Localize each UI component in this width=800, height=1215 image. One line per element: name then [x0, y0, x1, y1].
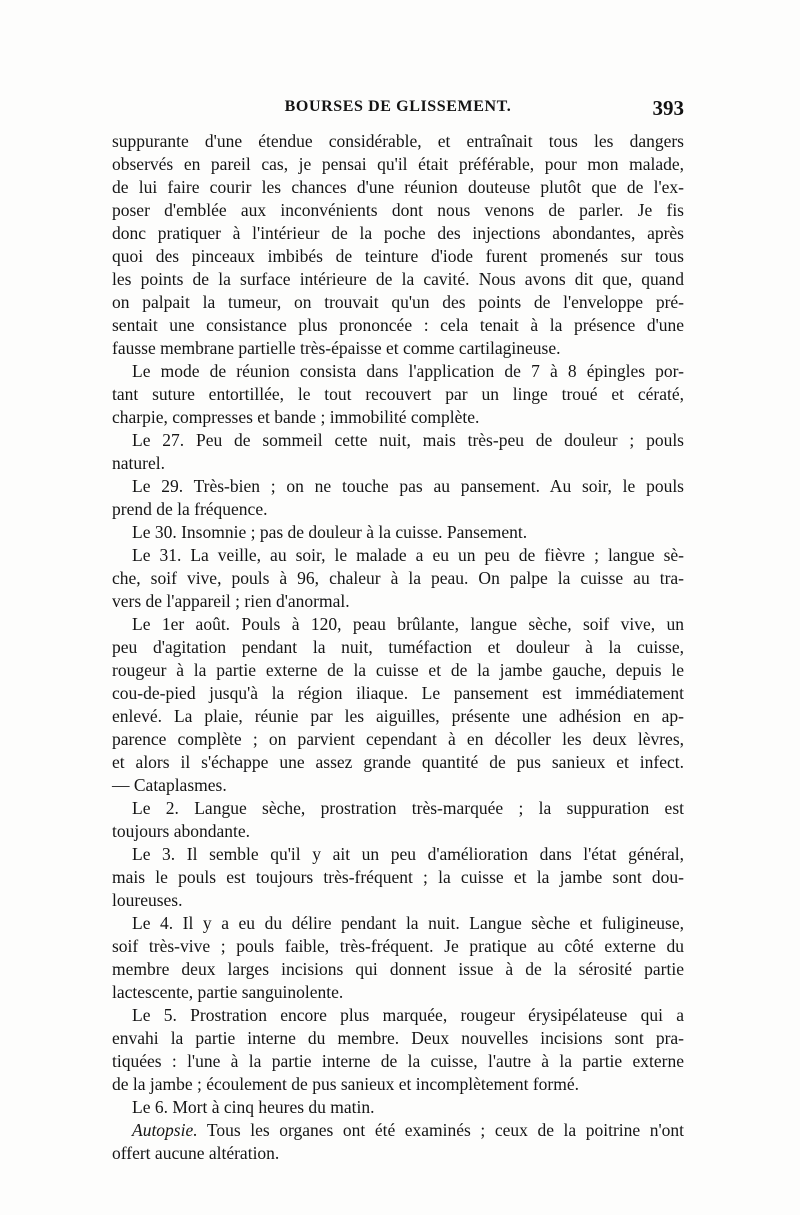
line-text: quoi des pinceaux imbibés de teinture d'iode furent promenés sur tous [112, 246, 684, 266]
line-text: lactescente, partie sanguinolente. [112, 982, 344, 1002]
text-line [112, 222, 684, 245]
text-line [112, 659, 684, 682]
text-line [112, 153, 684, 176]
text-line [112, 475, 684, 498]
line-text: mais le pouls est toujours très-fréquent ; la cuisse et la jambe sont dou- [112, 867, 684, 887]
line-text: poser d'emblée aux inconvénients dont nous venons de parler. Je fis [112, 200, 684, 220]
line-text: rougeur à la partie externe de la cuisse et de la jambe gauche, depuis le [112, 660, 684, 680]
line-text: tant suture entortillée, le tout recouvert par un linge troué et cératé, [112, 384, 684, 404]
line-text: enlevé. La plaie, réunie par les aiguilles, présente une adhésion en ap- [112, 706, 684, 726]
line-text: Le 27. Peu de sommeil cette nuit, mais très-peu de douleur ; pouls [132, 430, 684, 450]
line-text: les points de la surface intérieure de la cavité. Nous avons dit que, quand [112, 269, 684, 289]
text-line [112, 567, 684, 590]
line-text: fausse membrane partielle très-épaisse et comme cartilagineuse. [112, 338, 561, 358]
line-text: vers de l'appareil ; rien d'anormal. [112, 591, 350, 611]
running-head [112, 96, 684, 126]
text-line [112, 774, 684, 797]
line-text: Le mode de réunion consista dans l'application de 7 à 8 épingles por- [132, 361, 684, 381]
text-line [112, 843, 684, 866]
text-line [112, 1119, 684, 1142]
text-line [112, 958, 684, 981]
text-line [112, 1096, 684, 1119]
text-line [112, 314, 684, 337]
line-text: Le 5. Prostration encore plus marquée, rougeur érysipélateuse qui a [132, 1005, 684, 1025]
line-text: loureuses. [112, 890, 183, 910]
text-line [112, 590, 684, 613]
line-text: cou-de-pied jusqu'à la région iliaque. Le pansement est immédiatement [112, 683, 684, 703]
line-text: Le 4. Il y a eu du délire pendant la nuit. Langue sèche et fuligineuse, [132, 913, 684, 933]
line-text: naturel. [112, 453, 165, 473]
text-line [112, 268, 684, 291]
text-line [112, 636, 684, 659]
text-line [112, 429, 684, 452]
text-line [112, 383, 684, 406]
line-text: Le 31. La veille, au soir, le malade a eu un peu de fièvre ; langue sè- [132, 545, 684, 565]
line-text: sentait une consistance plus prononcée : cela tenait à la présence d'une [112, 315, 684, 335]
text-line [112, 935, 684, 958]
line-text: offert aucune altération. [112, 1143, 280, 1163]
text-line [112, 176, 684, 199]
line-text: de lui faire courir les chances d'une réunion douteuse plutôt que de l'ex- [112, 177, 684, 197]
text-line [112, 866, 684, 889]
line-text: Le 2. Langue sèche, prostration très-marquée ; la suppuration est [132, 798, 684, 818]
text-line [112, 797, 684, 820]
text-line [112, 820, 684, 843]
line-text: et alors il s'échappe une assez grande quantité de pus sanieux et infect. [112, 752, 684, 772]
text-line [112, 912, 684, 935]
line-text: de la jambe ; écoulement de pus sanieux et incomplètement formé. [112, 1074, 579, 1094]
line-text: donc pratiquer à l'intérieur de la poche des injections abondantes, après [112, 223, 684, 243]
line-text: — Cataplasmes. [112, 775, 227, 795]
text-line [112, 751, 684, 774]
running-title: BOURSES DE GLISSEMENT. [284, 98, 512, 115]
line-text: suppurante d'une étendue considérable, et entraînait tous les dangers [112, 131, 684, 151]
text-line [112, 1027, 684, 1050]
line-text: charpie, compresses et bande ; immobilité complète. [112, 407, 480, 427]
section-label: Autopsie. [132, 1120, 198, 1140]
text-line [112, 498, 684, 521]
text-line [112, 981, 684, 1004]
text-line [112, 360, 684, 383]
text-line [112, 406, 684, 429]
text-line [112, 728, 684, 751]
line-text: prend de la fréquence. [112, 499, 268, 519]
text-line [112, 291, 684, 314]
text-line [112, 705, 684, 728]
line-text: observés en pareil cas, je pensai qu'il était préférable, pour mon malade, [112, 154, 684, 174]
text-line [112, 452, 684, 475]
line-text: che, soif vive, pouls à 96, chaleur à la peau. On palpe la cuisse au tra- [112, 568, 684, 588]
text-line [112, 1050, 684, 1073]
text-line [112, 889, 684, 912]
line-text: Le 1er août. Pouls à 120, peau brûlante, langue sèche, soif vive, un [132, 614, 684, 634]
text-line [112, 682, 684, 705]
text-line [112, 130, 684, 153]
page-number: 393 [652, 96, 684, 120]
text-line [112, 1073, 684, 1096]
line-text: peu d'agitation pendant la nuit, tuméfaction et douleur à la cuisse, [112, 637, 684, 657]
text-line [112, 337, 684, 360]
line-text: Le 29. Très-bien ; on ne touche pas au pansement. Au soir, le pouls [132, 476, 684, 496]
text-line [112, 199, 684, 222]
line-text: envahi la partie interne du membre. Deux nouvelles incisions sont pra- [112, 1028, 684, 1048]
body-text [112, 130, 684, 1165]
line-text: toujours abondante. [112, 821, 251, 841]
text-line [112, 1004, 684, 1027]
line-text: Le 3. Il semble qu'il y ait un peu d'amélioration dans l'état général, [132, 844, 684, 864]
text-line [112, 521, 684, 544]
text-line [112, 544, 684, 567]
line-text: tiquées : l'une à la partie interne de la cuisse, l'autre à la partie externe [112, 1051, 684, 1071]
text-line [112, 613, 684, 636]
text-line [112, 245, 684, 268]
line-text: Le 30. Insomnie ; pas de douleur à la cuisse. Pansement. [132, 522, 528, 542]
line-text: parence complète ; on parvient cependant à en décoller les deux lèvres, [112, 729, 684, 749]
text-line [112, 1142, 684, 1165]
line-text: soif très-vive ; pouls faible, très-fréquent. Je pratique au côté externe du [112, 936, 684, 956]
line-text: Le 6. Mort à cinq heures du matin. [132, 1097, 375, 1117]
line-text: on palpait la tumeur, on trouvait qu'un des points de l'enveloppe pré- [112, 292, 684, 312]
line-text: Tous les organes ont été examinés ; ceux de la poitrine n'ont [206, 1120, 684, 1140]
line-text: membre deux larges incisions qui donnent issue à de la sérosité partie [112, 959, 684, 979]
